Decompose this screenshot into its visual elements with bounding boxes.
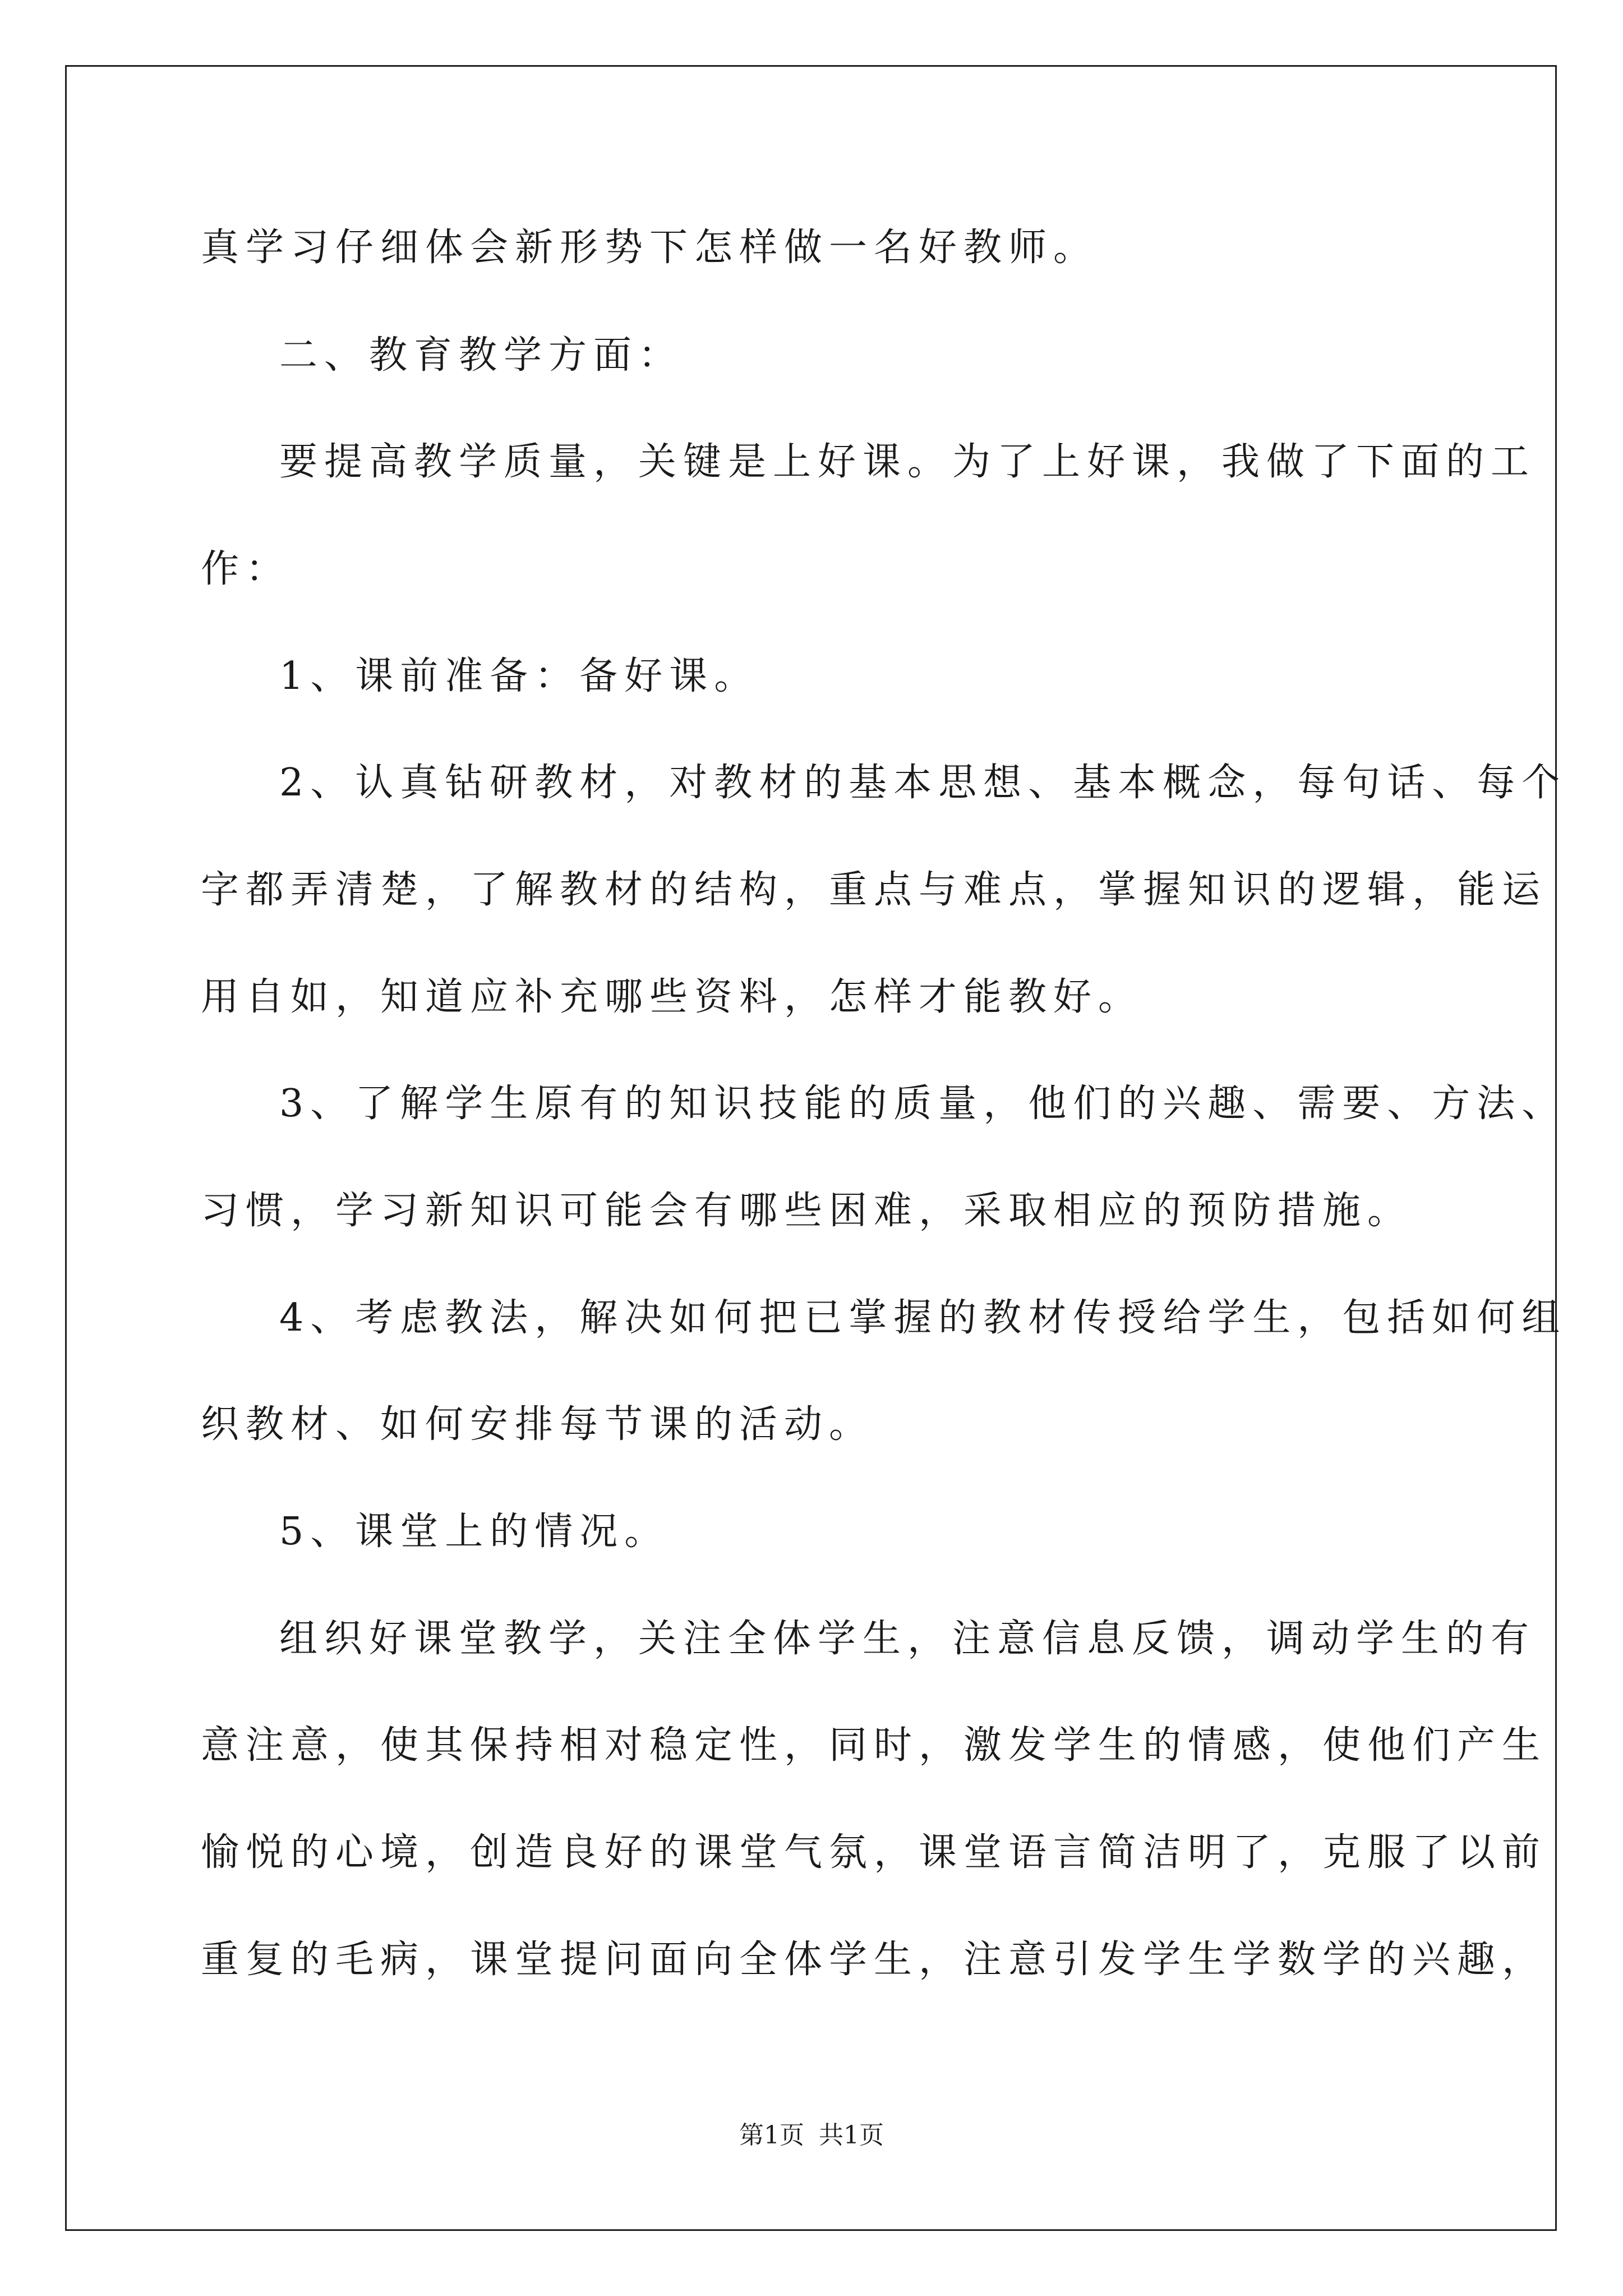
body-line-16: 愉悦的心境，创造良好的课堂气氛，课堂语言简洁明了，克服了以前 <box>201 1830 1547 1875</box>
list-item-5: 5、课堂上的情况。 <box>279 1510 670 1554</box>
page-border <box>65 65 1557 2231</box>
body-line-8: 用自如，知道应补充哪些资料，怎样才能教好。 <box>201 975 1144 1019</box>
page-total: 共1页 <box>819 2121 884 2150</box>
body-line-12: 织教材、如何安排每节课的活动。 <box>201 1402 874 1447</box>
section-heading: 二、教育教学方面： <box>279 333 684 378</box>
body-line-14: 组织好课堂教学，关注全体学生，注意信息反馈，调动学生的有 <box>279 1617 1536 1661</box>
list-item-1: 1、课前准备：备好课。 <box>279 654 759 698</box>
body-line-3: 要提高教学质量，关键是上好课。为了上好课，我做了下面的工 <box>279 440 1536 484</box>
body-line-7: 字都弄清楚，了解教材的结构，重点与难点，掌握知识的逻辑，能运 <box>201 868 1547 912</box>
list-item-2: 2、认真钻研教材，对教材的基本思想、基本概念，每句话、每个 <box>279 761 1567 805</box>
body-line-1: 真学习仔细体会新形势下怎样做一名好教师。 <box>201 226 1099 270</box>
body-line-10: 习惯，学习新知识可能会有哪些困难，采取相应的预防措施。 <box>201 1189 1413 1233</box>
body-line-17: 重复的毛病，课堂提问面向全体学生，注意引发学生学数学的兴趣， <box>201 1938 1547 1982</box>
list-item-3: 3、了解学生原有的知识技能的质量，他们的兴趣、需要、方法、 <box>279 1082 1567 1126</box>
body-line-4: 作： <box>201 547 291 591</box>
body-line-15: 意注意，使其保持相对稳定性，同时，激发学生的情感，使他们产生 <box>201 1723 1547 1768</box>
page-number: 第1页 <box>739 2121 804 2150</box>
list-item-4: 4、考虑教法，解决如何把已掌握的教材传授给学生，包括如何组 <box>279 1296 1567 1340</box>
page-footer <box>0 2123 1623 2148</box>
